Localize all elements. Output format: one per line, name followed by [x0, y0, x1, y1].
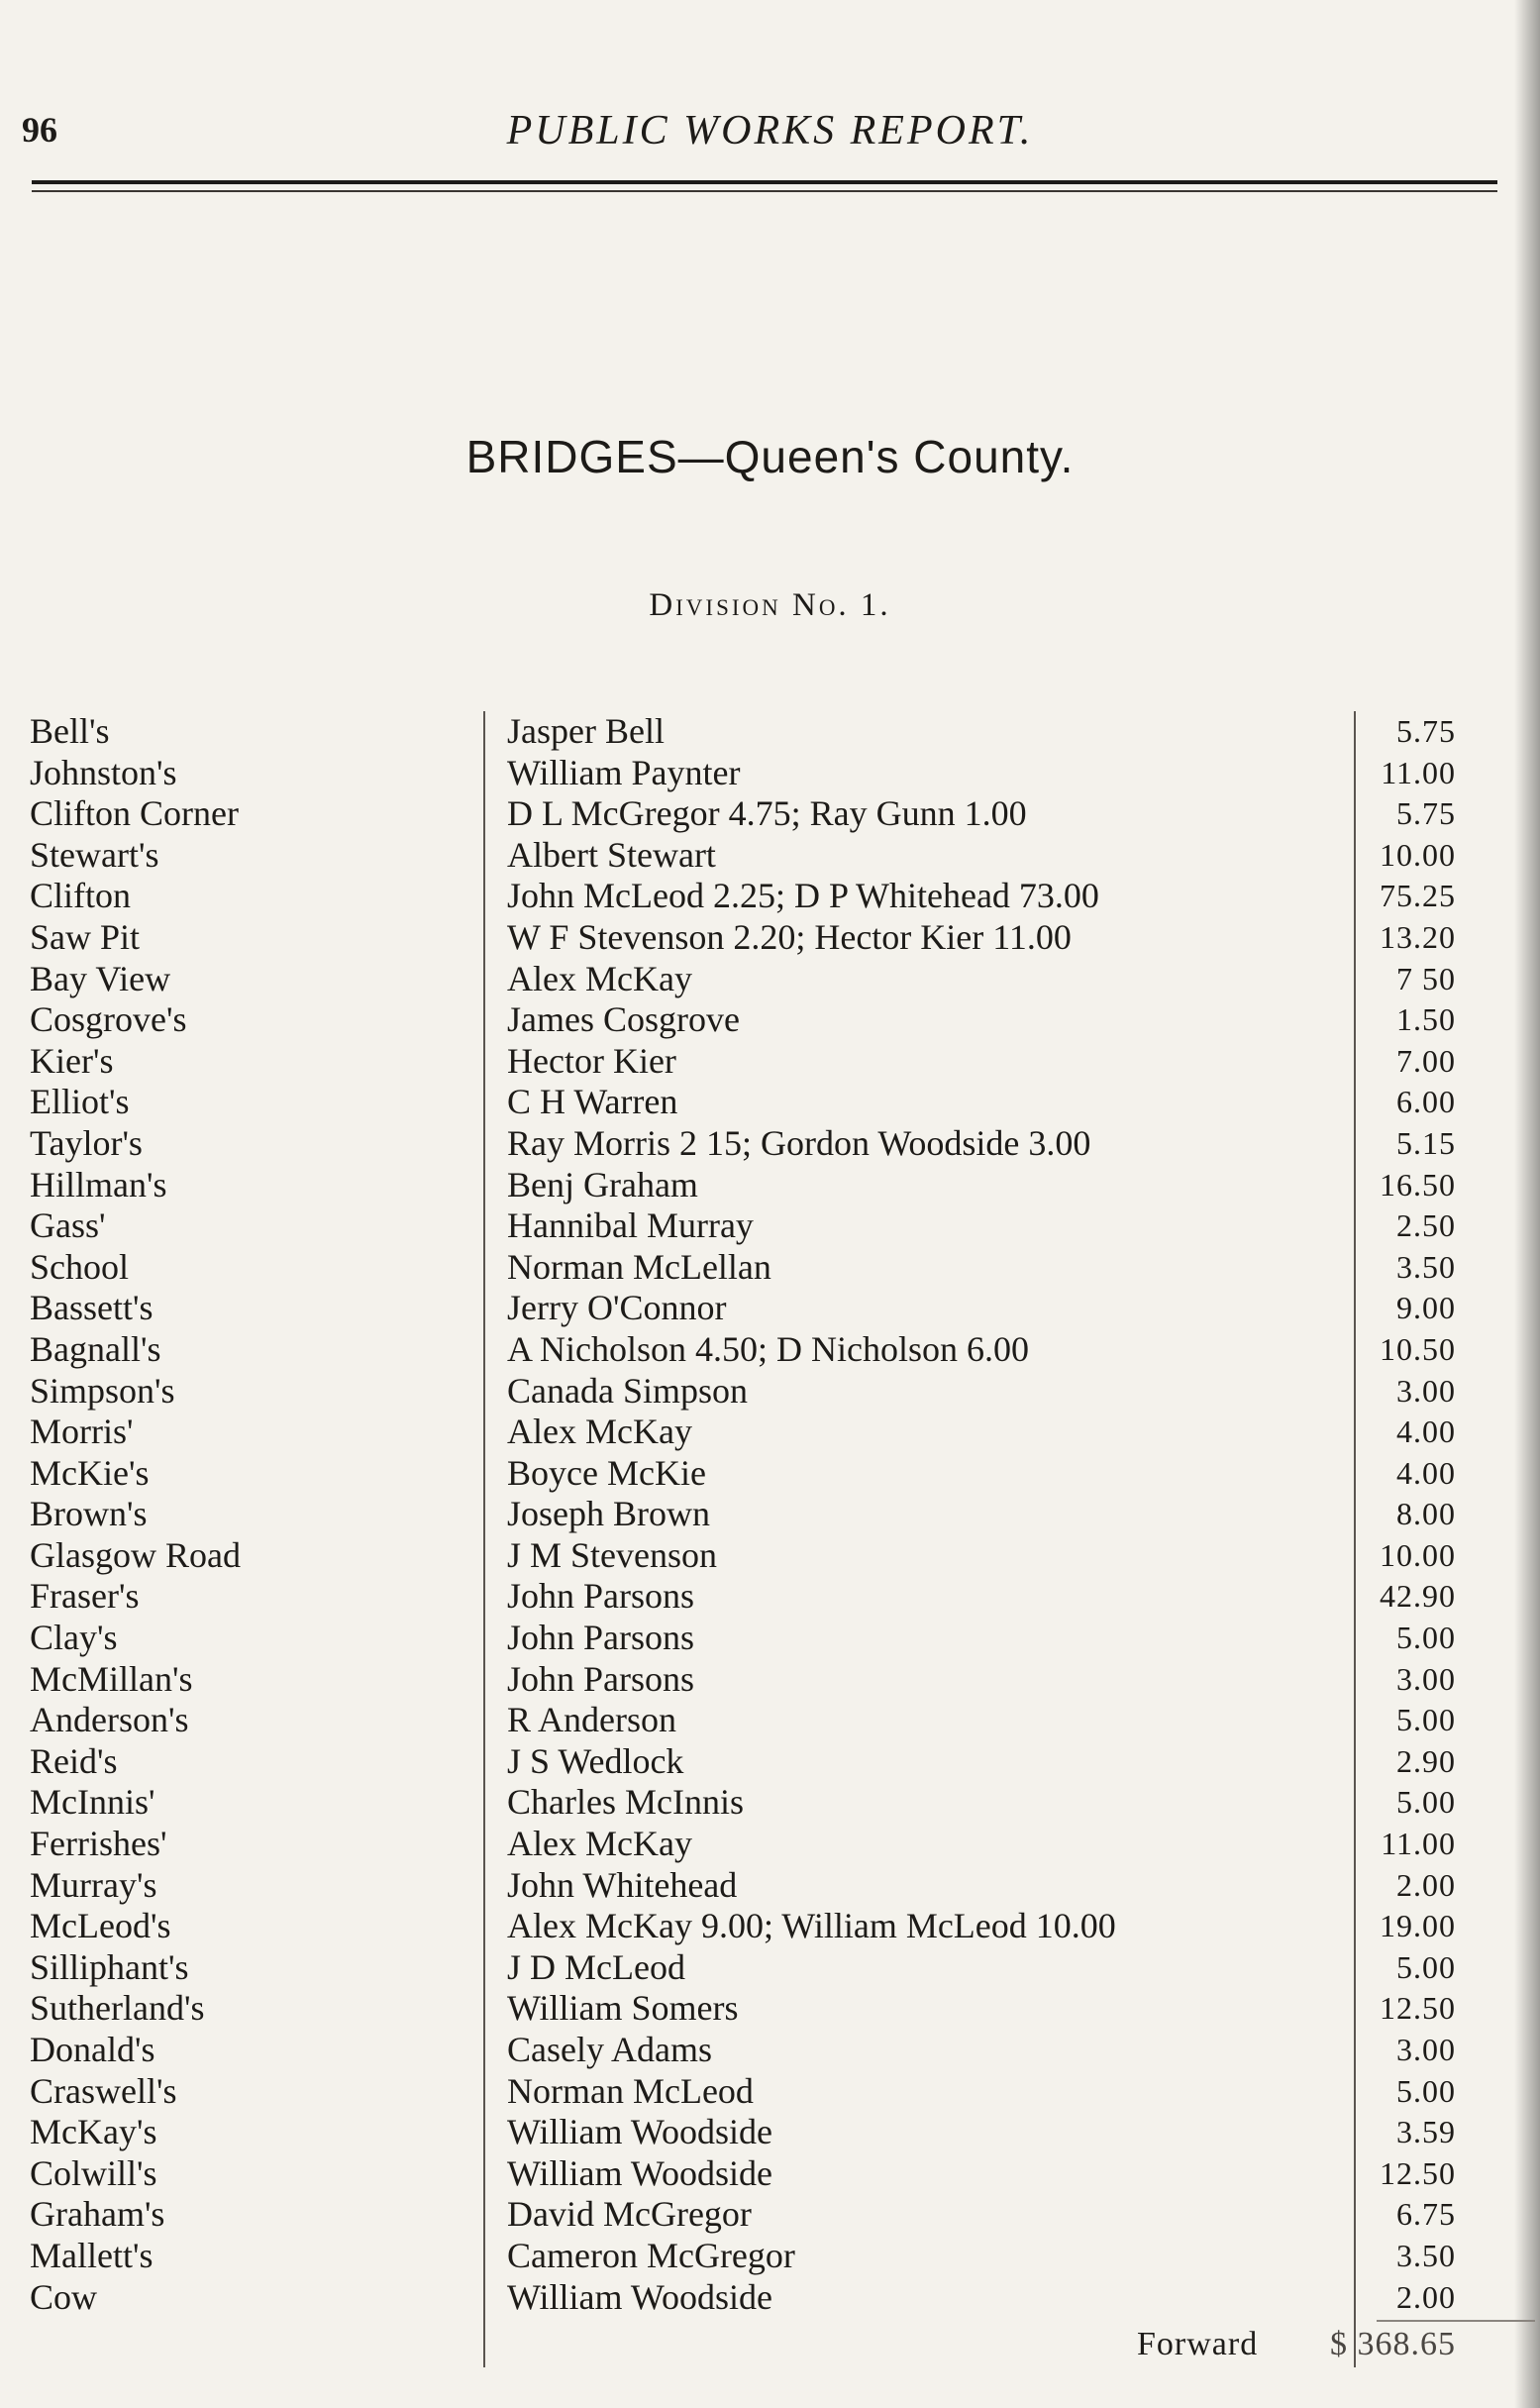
table-row	[0, 1865, 1540, 1907]
amount-value: 4.00	[1396, 1454, 1456, 1491]
amount-value: 19.00	[1380, 1908, 1456, 1944]
bridge-name: Fraser's	[30, 1576, 140, 1617]
amount-value: 3.50	[1396, 1248, 1456, 1285]
bridge-name: Hillman's	[30, 1164, 167, 1204]
amount-value: 2.90	[1396, 1742, 1456, 1779]
bridge-name: McKay's	[30, 2112, 157, 2152]
bridge-name: McMillan's	[30, 1658, 193, 1699]
payee-name: D L McGregor 4.75; Ray Gunn 1.00	[507, 793, 1027, 834]
payee-name: Joseph Brown	[507, 1494, 710, 1534]
table-row	[0, 2277, 1540, 2319]
table-row	[0, 1906, 1540, 1947]
payee-name: Ray Morris 2 15; Gordon Woodside 3.00	[507, 1122, 1091, 1163]
table-row	[0, 1576, 1540, 1618]
amount-value: 10.00	[1380, 1536, 1456, 1573]
payee-name: David McGregor	[507, 2194, 752, 2235]
bridge-name: Bassett's	[30, 1288, 154, 1328]
payee-name: Norman McLellan	[507, 1246, 771, 1287]
table-row	[0, 1165, 1540, 1206]
table-row	[0, 2112, 1540, 2153]
payee-name: J S Wedlock	[507, 1740, 684, 1781]
table-row	[0, 1453, 1540, 1495]
amount-value: 11.00	[1381, 754, 1456, 790]
forward-total: $ 368.65	[1330, 2326, 1456, 2362]
total-rule	[1377, 2320, 1535, 2322]
payee-name: Alex McKay	[507, 958, 692, 998]
bridge-name: School	[30, 1246, 130, 1287]
payee-name: J D McLeod	[507, 1946, 685, 1987]
header-rule-thick	[32, 180, 1497, 184]
table-row	[0, 1041, 1540, 1083]
payee-name: Charles McInnis	[507, 1782, 744, 1823]
payee-name: Casely Adams	[507, 2030, 712, 2069]
amount-value: 5.00	[1396, 2072, 1456, 2109]
bridge-name: Bay View	[30, 958, 171, 998]
amount-value: 5.00	[1396, 1948, 1456, 1985]
table-row	[0, 1371, 1540, 1413]
payee-name: John Whitehead	[507, 1864, 738, 1905]
bridge-name: McKie's	[30, 1452, 150, 1493]
bridge-name: Murray's	[30, 1864, 157, 1905]
bridge-ledger-table	[0, 711, 1540, 2318]
amount-value: 3.00	[1396, 2032, 1456, 2067]
table-row	[0, 711, 1540, 753]
table-row	[0, 1535, 1540, 1577]
amount-value: 5.15	[1396, 1124, 1456, 1161]
amount-value: 2.50	[1396, 1207, 1456, 1244]
table-row	[0, 1988, 1540, 2030]
payee-name: Cameron McGregor	[507, 2235, 795, 2275]
payee-name: C H Warren	[507, 1082, 678, 1122]
table-row	[0, 876, 1540, 917]
amount-value: 3.00	[1396, 1660, 1456, 1697]
payee-name: William Somers	[507, 1988, 739, 2029]
bridge-name: Bell's	[30, 711, 110, 751]
amount-value: 5.00	[1396, 1702, 1456, 1738]
division-heading: Division No. 1.	[649, 587, 891, 623]
table-row	[0, 959, 1540, 1000]
bridge-name: Cosgrove's	[30, 999, 187, 1040]
payee-name: Alex McKay	[507, 1412, 692, 1452]
payee-name: Hector Kier	[507, 1040, 676, 1081]
table-row	[0, 1247, 1540, 1289]
payee-name: James Cosgrove	[507, 999, 740, 1040]
payee-name: William Woodside	[507, 2112, 772, 2152]
bridge-name: Bagnall's	[30, 1328, 161, 1369]
bridge-name: Donald's	[30, 2030, 155, 2069]
amount-value: 7 50	[1396, 960, 1456, 996]
bridge-name: Reid's	[30, 1740, 118, 1781]
bridge-name: Clifton	[30, 876, 132, 916]
payee-name: Norman McLeod	[507, 2070, 754, 2111]
payee-name: Albert Stewart	[507, 834, 716, 875]
amount-value: 6.00	[1396, 1084, 1456, 1120]
payee-name: John McLeod 2.25; D P Whitehead 73.00	[507, 876, 1099, 916]
table-row	[0, 2236, 1540, 2277]
bridge-name: Stewart's	[30, 834, 159, 875]
payee-name: Jerry O'Connor	[507, 1288, 727, 1328]
amount-value: 5.75	[1396, 713, 1456, 749]
amount-value: 12.50	[1380, 1990, 1456, 2027]
amount-value: 8.00	[1396, 1496, 1456, 1532]
section-title: BRIDGES—Queen's County.	[465, 431, 1075, 482]
table-row	[0, 1824, 1540, 1865]
bridge-name: Gass'	[30, 1205, 106, 1246]
bridge-name: Saw Pit	[30, 916, 141, 957]
table-row	[0, 999, 1540, 1041]
table-row	[0, 1700, 1540, 1741]
bridge-name: Colwill's	[30, 2152, 157, 2193]
amount-value: 6.75	[1396, 2196, 1456, 2233]
bridge-name: Kier's	[30, 1040, 114, 1081]
table-row	[0, 1494, 1540, 1535]
payee-name: William Woodside	[507, 2152, 772, 2193]
bridge-name: McInnis'	[30, 1782, 155, 1823]
bridge-name: Anderson's	[30, 1700, 189, 1740]
amount-value: 12.50	[1380, 2154, 1456, 2191]
bridge-name: Glasgow Road	[30, 1534, 241, 1575]
payee-name: A Nicholson 4.50; D Nicholson 6.00	[507, 1328, 1029, 1369]
amount-value: 4.00	[1396, 1413, 1456, 1450]
payee-name: Alex McKay	[507, 1824, 692, 1864]
amount-value: 75.25	[1380, 878, 1456, 914]
table-row	[0, 2153, 1540, 2195]
bridge-name: Simpson's	[30, 1370, 175, 1411]
amount-value: 2.00	[1396, 2278, 1456, 2315]
bridge-name: Craswell's	[30, 2070, 177, 2111]
page-number: 96	[22, 110, 57, 150]
payee-name: R Anderson	[507, 1700, 676, 1740]
bridge-name: Elliot's	[30, 1082, 130, 1122]
payee-name: John Parsons	[507, 1658, 695, 1699]
table-row	[0, 835, 1540, 877]
header-rule-thin	[32, 190, 1497, 192]
payee-name: John Parsons	[507, 1576, 695, 1617]
amount-value: 16.50	[1380, 1166, 1456, 1203]
amount-value: 3.59	[1396, 2114, 1456, 2150]
table-row	[0, 753, 1540, 794]
payee-name: Jasper Bell	[507, 711, 665, 751]
amount-value: 42.90	[1380, 1578, 1456, 1615]
table-row	[0, 1288, 1540, 1329]
table-row	[0, 917, 1540, 959]
amount-value: 3.00	[1396, 1372, 1456, 1409]
bridge-name: Johnston's	[30, 752, 177, 792]
bridge-name: Clay's	[30, 1618, 118, 1658]
payee-name: Hannibal Murray	[507, 1205, 754, 1246]
table-row	[0, 1618, 1540, 1659]
payee-name: Boyce McKie	[507, 1452, 706, 1493]
amount-value: 13.20	[1380, 918, 1456, 955]
table-row	[0, 1329, 1540, 1371]
amount-value: 7.00	[1396, 1042, 1456, 1079]
table-row	[0, 1782, 1540, 1824]
bridge-name: Brown's	[30, 1494, 148, 1534]
amount-value: 9.00	[1396, 1290, 1456, 1326]
amount-value: 10.50	[1380, 1330, 1456, 1367]
amount-value: 3.50	[1396, 2237, 1456, 2273]
bridge-name: Clifton Corner	[30, 793, 239, 834]
bridge-name: Silliphant's	[30, 1946, 189, 1987]
bridge-name: Morris'	[30, 1412, 134, 1452]
table-row	[0, 1412, 1540, 1453]
table-row	[0, 1741, 1540, 1783]
payee-name: Alex McKay 9.00; William McLeod 10.00	[507, 1906, 1116, 1946]
payee-name: John Parsons	[507, 1618, 695, 1658]
payee-name: Canada Simpson	[507, 1370, 748, 1411]
table-row	[0, 1082, 1540, 1123]
table-row	[0, 1123, 1540, 1165]
running-title: PUBLIC WORKS REPORT.	[506, 108, 1034, 154]
payee-name: J M Stevenson	[507, 1534, 718, 1575]
amount-value: 5.75	[1396, 795, 1456, 832]
amount-value: 5.00	[1396, 1784, 1456, 1821]
table-row	[0, 793, 1540, 835]
bridge-name: Ferrishes'	[30, 1824, 167, 1864]
bridge-name: Taylor's	[30, 1122, 143, 1163]
bridge-name: Cow	[30, 2276, 98, 2317]
payee-name: W F Stevenson 2.20; Hector Kier 11.00	[507, 916, 1072, 957]
bridge-name: Mallett's	[30, 2235, 154, 2275]
amount-value: 10.00	[1380, 836, 1456, 873]
amount-value: 1.50	[1396, 1001, 1456, 1038]
table-row	[0, 1205, 1540, 1247]
bridge-name: Graham's	[30, 2194, 165, 2235]
amount-value: 11.00	[1381, 1826, 1456, 1862]
table-row	[0, 2194, 1540, 2236]
amount-value: 2.00	[1396, 1866, 1456, 1903]
bridge-name: McLeod's	[30, 1906, 171, 1946]
payee-name: Benj Graham	[507, 1164, 698, 1204]
table-row	[0, 1947, 1540, 1989]
table-row	[0, 2071, 1540, 2113]
table-row	[0, 2030, 1540, 2071]
bridge-name: Sutherland's	[30, 1988, 205, 2029]
forward-label: Forward	[1137, 2326, 1259, 2362]
table-row	[0, 1659, 1540, 1701]
payee-name: William Woodside	[507, 2276, 772, 2317]
amount-value: 5.00	[1396, 1620, 1456, 1656]
payee-name: William Paynter	[507, 752, 741, 792]
